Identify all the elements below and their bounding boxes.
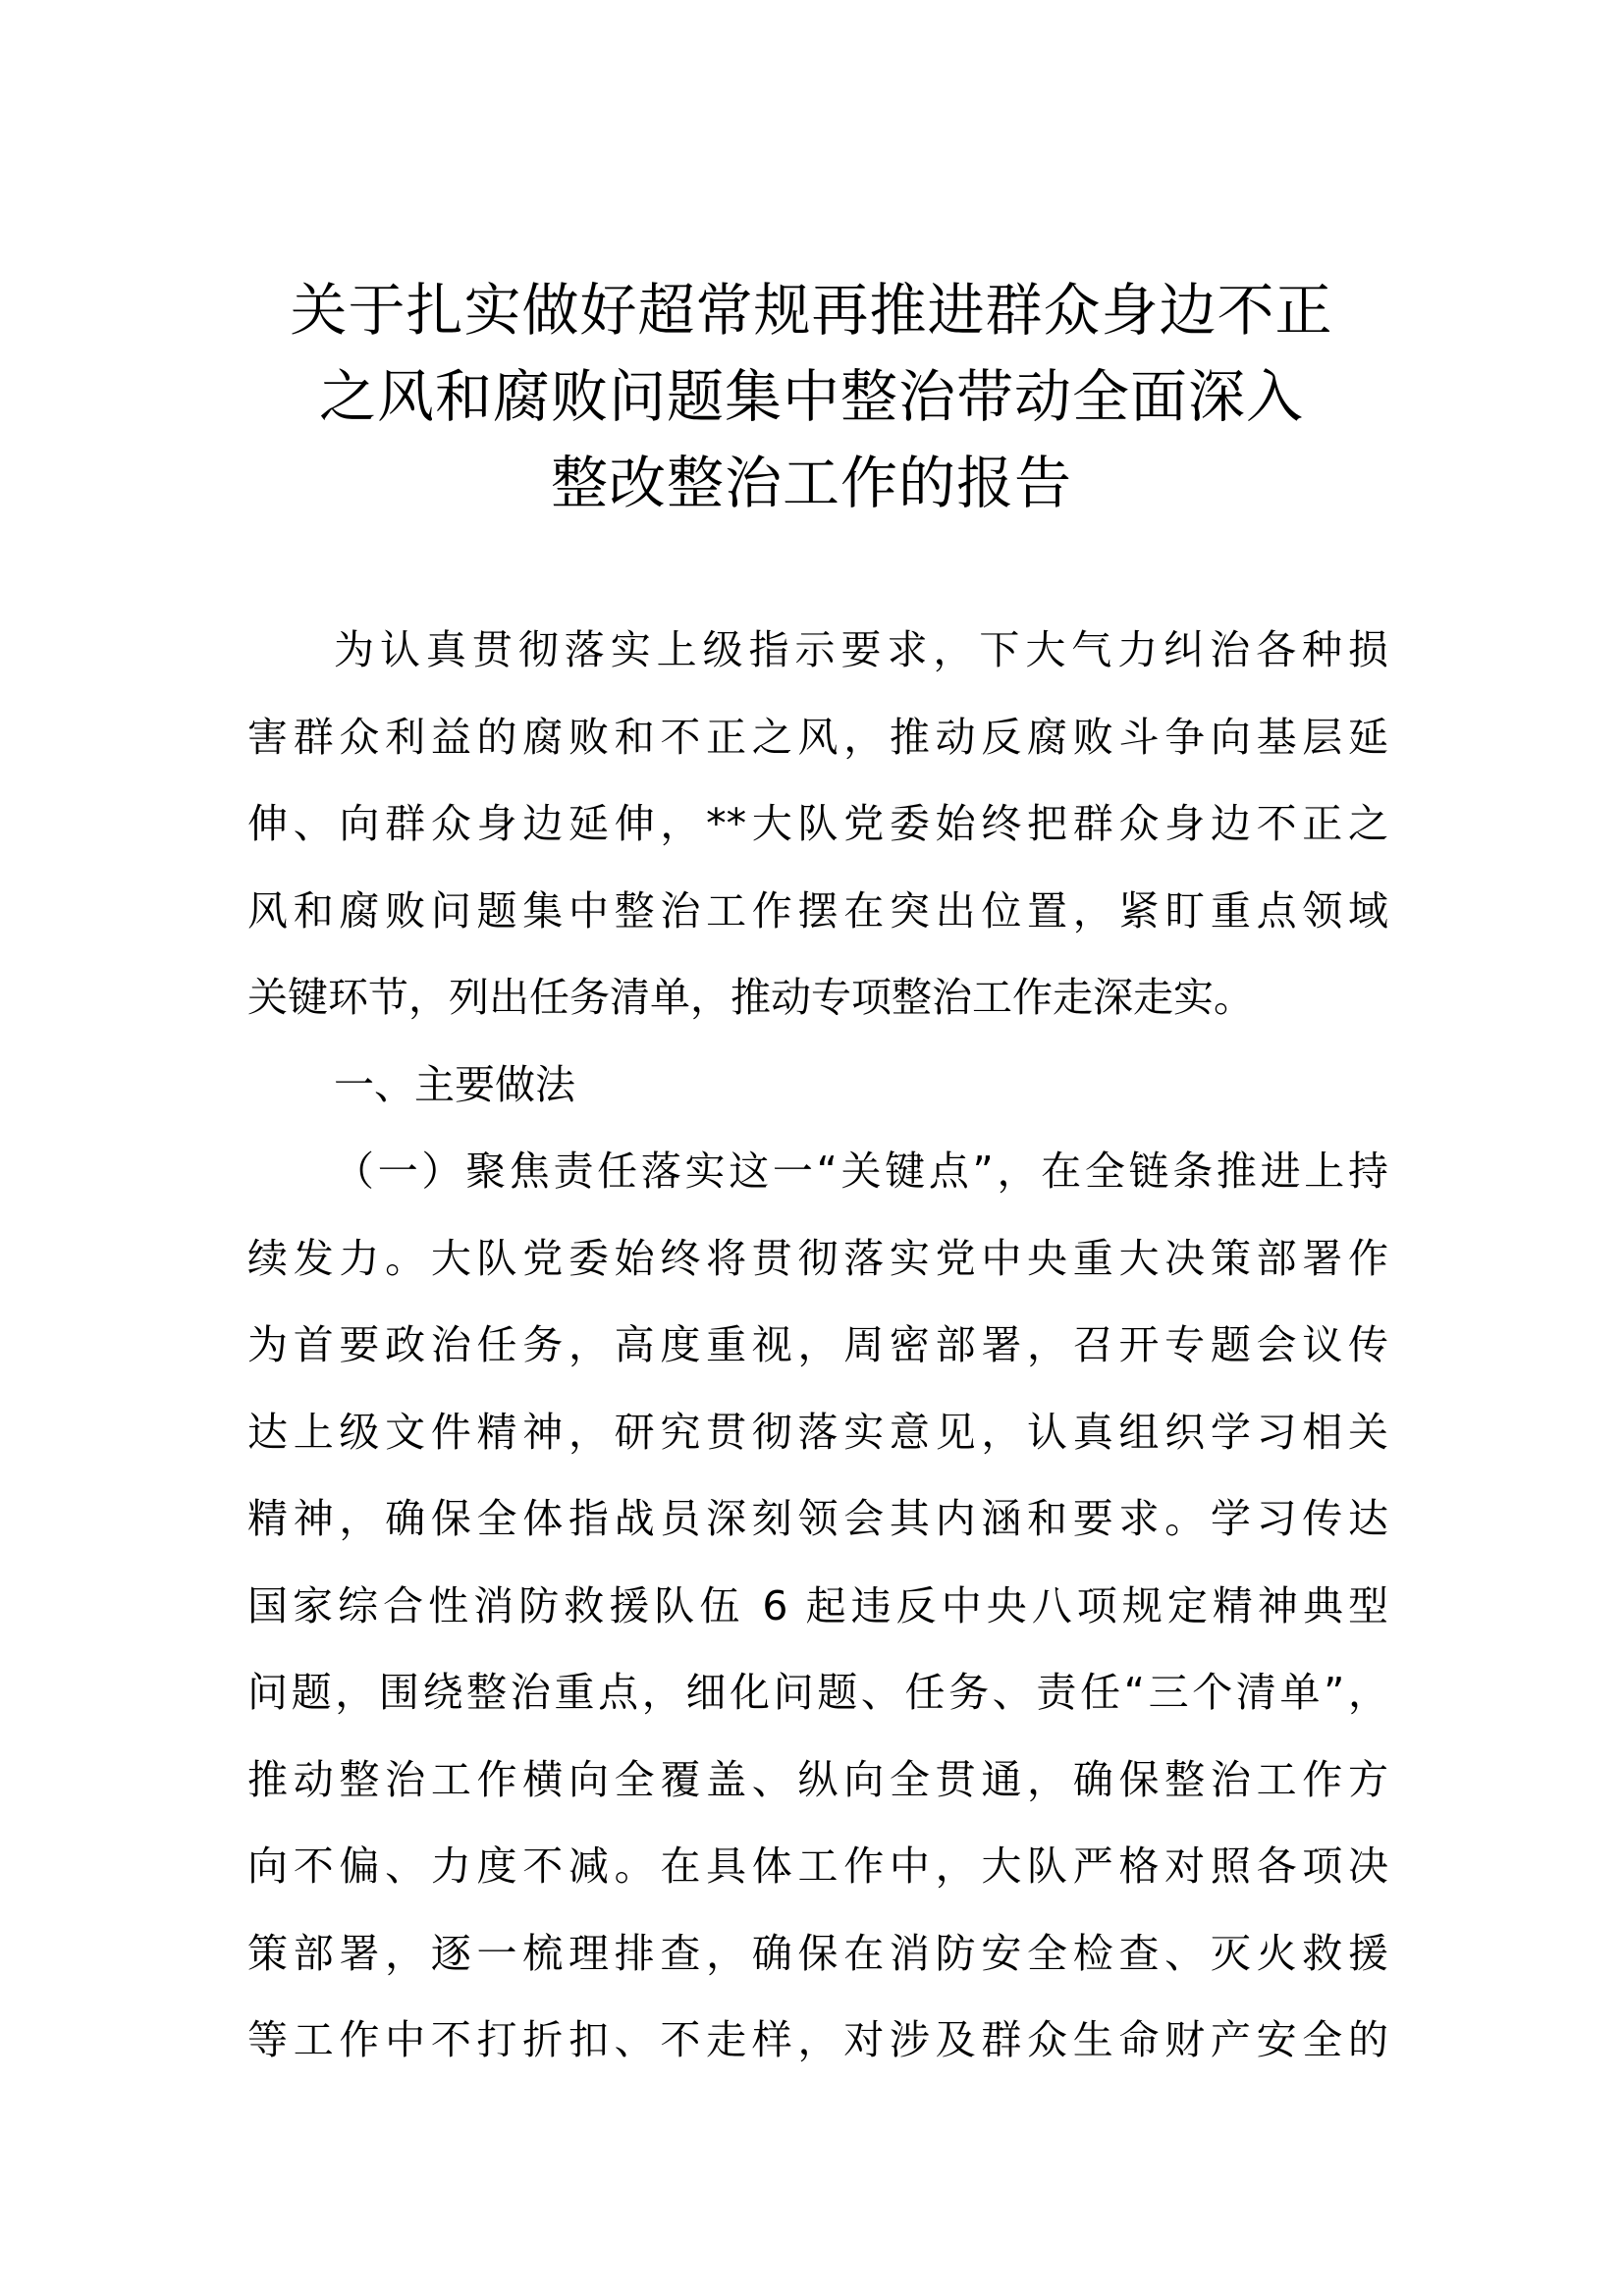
paragraph-1-line-1: 为认真贯彻落实上级指示要求，下大气力纠治各种损	[334, 626, 1388, 673]
paragraph-2-line-2: 续发力。大队党委始终将贯彻落实党中央重大决策部署作	[247, 1234, 1388, 1282]
section-heading: 一、主要做法	[334, 1060, 575, 1108]
title-line-3: 整改整治工作的报告	[550, 450, 1072, 516]
title-line-1: 关于扎实做好超常规再推进群众身边不正	[290, 277, 1333, 344]
paragraph-2-line-5: 精神，确保全体指战员深刻领会其内涵和要求。学习传达	[247, 1495, 1388, 1542]
paragraph-2-line-10: 策部署，逐一梳理排查，确保在消防安全检查、灭火救援	[247, 1929, 1388, 1977]
title-line-2: 之风和腐败问题集中整治带动全面深入	[318, 363, 1304, 430]
paragraph-2-line-8: 推动整治工作横向全覆盖、纵向全贯通，确保整治工作方	[247, 1755, 1388, 1803]
paragraph-2-line-4: 达上级文件精神，研究贯彻落实意见，认真组织学习相关	[247, 1408, 1388, 1456]
document-body	[247, 607, 1388, 2084]
paragraph-2-line-11: 等工作中不打折扣、不走样，对涉及群众生命财产安全的	[247, 2016, 1388, 2063]
paragraph-1-line-3: 伸、向群众身边延伸，**大队党委始终把群众身边不正之	[247, 800, 1388, 847]
paragraph-2-line-7: 问题，围绕整治重点，细化问题、任务、责任“三个清单”，	[247, 1669, 1388, 1716]
paragraph-1-line-4: 风和腐败问题集中整治工作摆在突出位置，紧盯重点领域	[247, 886, 1388, 934]
paragraph-2-line-6: 国家综合性消防救援队伍 6 起违反中央八项规定精神典型	[247, 1581, 1388, 1629]
paragraph-1-line-2: 害群众利益的腐败和不正之风，推动反腐败斗争向基层延	[247, 713, 1388, 761]
paragraph-1-line-5: 关键环节，列出任务清单，推动专项整治工作走深走实。	[247, 974, 1254, 1021]
document-title	[196, 267, 1427, 526]
paragraph-2-line-1: （一）聚焦责任落实这一“关键点”，在全链条推进上持	[334, 1148, 1388, 1195]
paragraph-2-line-9: 向不偏、力度不减。在具体工作中，大队严格对照各项决	[247, 1842, 1388, 1890]
paragraph-2-line-3: 为首要政治任务，高度重视，周密部署，召开专题会议传	[247, 1321, 1388, 1368]
